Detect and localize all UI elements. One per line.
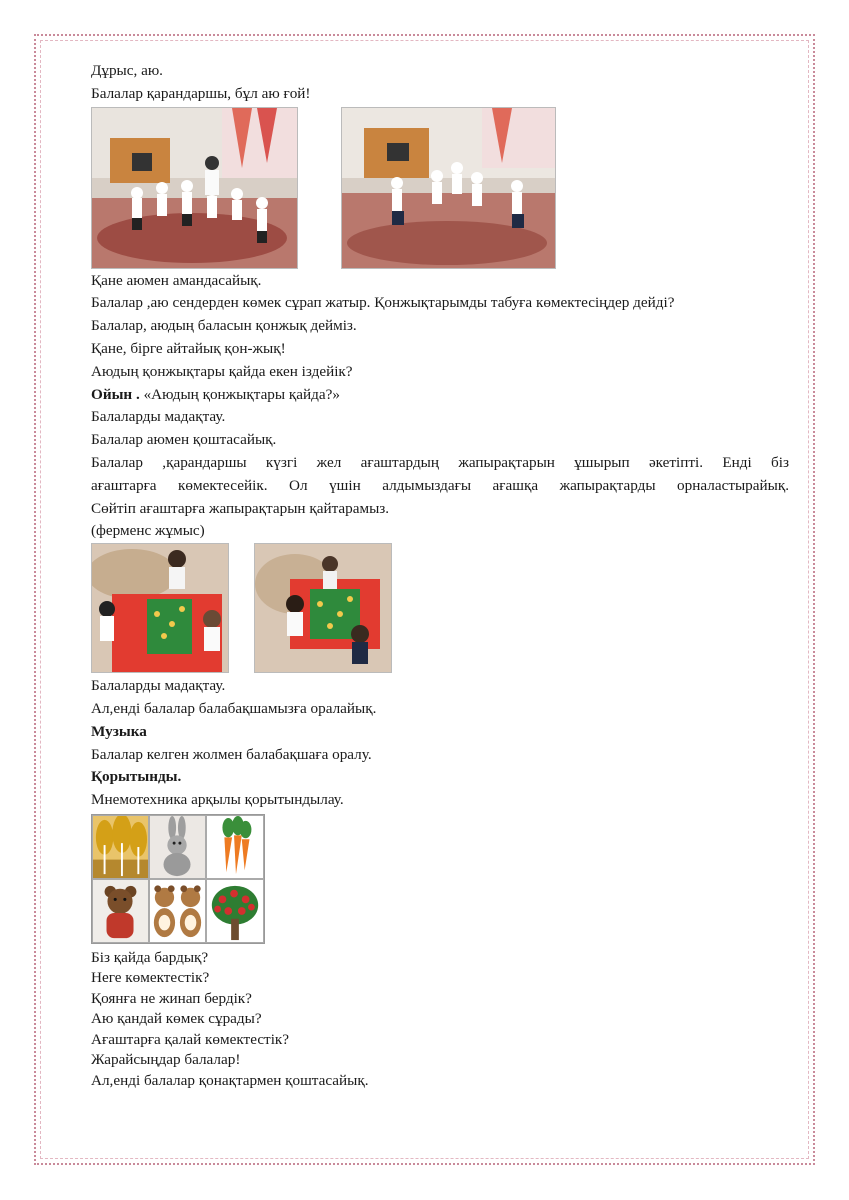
text-line: Қане аюмен амандасайық.	[91, 271, 262, 289]
question-line: Біз қайда бардық?	[91, 948, 209, 966]
music-heading: Музыка	[91, 722, 147, 740]
apple-tree-icon	[206, 879, 264, 943]
game-label: Ойын .	[91, 385, 140, 403]
question-line: Қоянға не жинап бердік?	[91, 989, 252, 1007]
photo-row-2	[91, 543, 789, 673]
children-dancing-photo-2	[341, 107, 556, 269]
questions-list	[91, 948, 789, 1092]
text-line: Ал,енді балалар балабақшамызға оралайық.	[91, 699, 377, 717]
text-line: Балалар қарандаршы, бұл аю ғой!	[91, 84, 311, 102]
paragraph-line: ағаштарға көмектесейік. Ол үшін алдымыздағы ағашқа жапырақтарды орналастырайық.	[91, 476, 789, 494]
question-line: Ағаштарға қалай көмектестік?	[91, 1030, 290, 1048]
paragraph-line: Балалар ,қарандаршы күзгі жел ағаштардың жапырақтарын ұшырып әкетіпті. Енді біз	[91, 453, 789, 471]
conclusion-heading: Қорытынды.	[91, 768, 182, 786]
text-line: Дұрыс, аю.	[91, 62, 163, 79]
text-line: Мнемотехника арқылы қорытындылау.	[91, 791, 344, 809]
text-line: Балалар, аюдың баласын қонжық дейміз.	[91, 317, 357, 335]
question-line: Неге көмектестік?	[91, 969, 210, 987]
hare-icon	[149, 815, 206, 879]
paragraph-line: Сөйтіп ағаштарға жапырақтарын қайтарамыз.	[91, 499, 390, 517]
question-line: Аю қандай көмек сұрады?	[91, 1010, 262, 1028]
text-line: Қане, бірге айтайық қон-жық!	[91, 339, 286, 357]
activity-note: (ферменс жұмыс)	[91, 522, 205, 540]
children-table-photo-2	[254, 543, 392, 673]
text-line: Балаларды мадақтау.	[91, 677, 226, 695]
autumn-forest-icon	[92, 815, 149, 879]
children-table-photo-1	[91, 543, 229, 673]
photo-row-1	[91, 107, 789, 269]
game-line	[91, 384, 789, 407]
carrots-icon	[206, 815, 264, 879]
game-title: «Аюдың қонжықтары қайда?»	[143, 385, 340, 403]
mnemonic-table	[91, 814, 265, 944]
question-line: Жарайсыңдар балалар!	[91, 1051, 241, 1069]
children-dancing-photo-1	[91, 107, 298, 269]
text-line: Балалар аюмен қоштасайық.	[91, 431, 277, 449]
document-body	[91, 60, 789, 1091]
text-line: Балалар ,аю сендерден көмек сұрап жатыр. Қонжықтарымды табуға көмектесіңдер дейді?	[91, 294, 675, 312]
question-line: Ал,енді балалар қонақтармен қоштасайық.	[91, 1071, 369, 1089]
text-line: Балаларды мадақтау.	[91, 408, 226, 426]
paragraph-trees	[91, 452, 789, 520]
bear-cubs-icon	[149, 879, 206, 943]
text-line: Аюдың қонжықтары қайда екен іздейік?	[91, 362, 353, 380]
bear-icon	[92, 879, 149, 943]
text-line: Балалар келген жолмен балабақшаға оралу.	[91, 745, 372, 763]
